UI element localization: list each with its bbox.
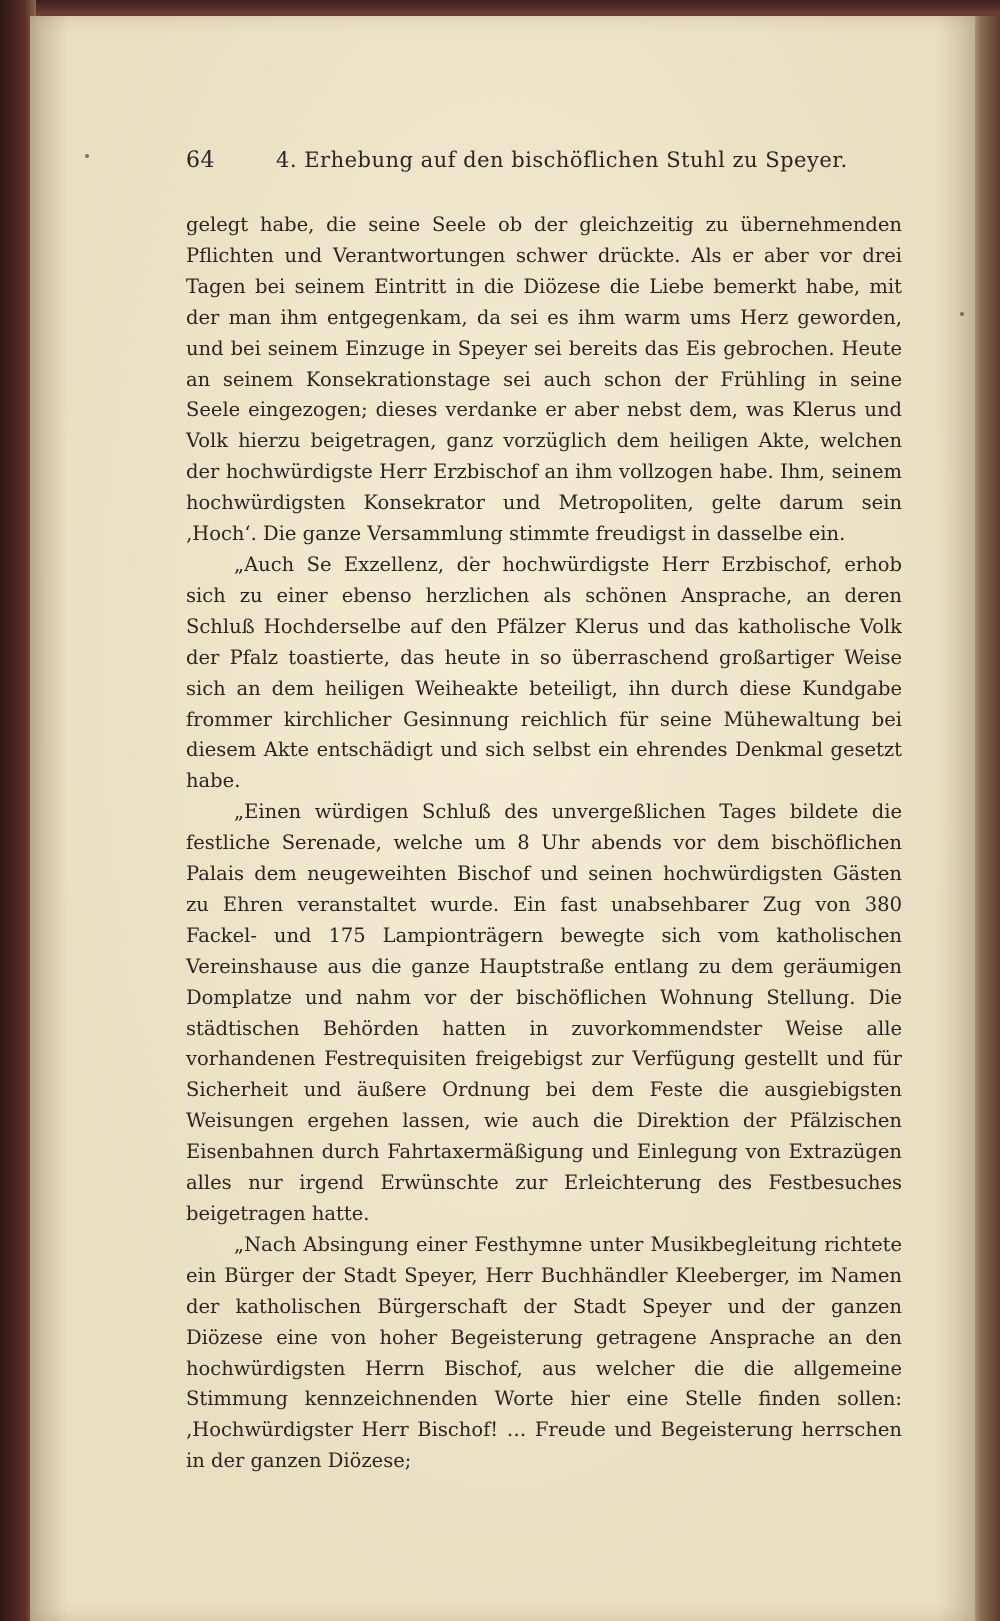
paragraph-3: „Einen würdigen Schluß des unvergeßlichen Tages bildete die festliche Serenade, welche um 8 Uhr abends vor dem bischöflichen Palais dem neugeweihten Bischof und seinen hochwürdigsten Gästen zu Ehren veranstaltet wurde. Ein fast unabsehbarer Zug von 380 Fackel- und 175 Lampionträgern bewegte sich vom katholischen Vereinshause aus die ganze Hauptstraße entlang zu dem geräumigen Domplatze und nahm vor der bischöflichen Wohnung Stellung. Die städtischen Behörden hatten in zuvorkommendster Weise alle vorhandenen Festrequisiten freigebigst zur Verfügung gestellt und für Sicherheit und äußere Ordnung bei dem Feste die ausgiebigsten Weisungen ergehen lassen, wie auch die Direktion der Pfälzischen Eisenbahnen durch Fahrtaxermäßigung und Einlegung von Extrazügen alles nur irgend Erwünschte zur Erleichterung des Festbesuches beigetragen hatte. — [186, 800, 902, 1225]
body-text — [186, 210, 902, 1477]
paragraph-2: „Auch Se Exzellenz, der hochwürdigste Herr Erzbischof, erhob sich zu einer ebenso herzlichen als schönen Ansprache, an deren Schluß Hochderselbe auf den Pfälzer Klerus und das katholische Volk der Pfalz toastierte, das heute in so überraschend großartiger Weise sich an dem heiligen Weiheakte beteiligt, ihn durch diese Kundgabe frommer kirchlicher Gesinnung reichlich für seine Mühewaltung bei diesem Akte entschädigt und sich selbst ein ehrendes Denkmal gesetzt habe. — [186, 552, 902, 793]
paragraph-1: gelegt habe, die seine Seele ob der gleichzeitig zu übernehmenden Pflichten und Verantwortungen schwer drückte. Als er aber vor drei Tagen bei seinem Eintritt in die Diözese die Liebe bemerkt habe, mit der man ihm entgegenkam, da sei es ihm warm ums Herz geworden, und bei seinem Einzuge in Speyer sei bereits das Eis gebrochen. Heute an seinem Konsekrationstage sei auch schon der Frühling in seine Seele eingezogen; dieses verdanke er aber nebst dem, was Klerus und Volk hierzu beigetragen, ganz vorzüglich dem heiligen Akte, welchen der hochwürdigste Herr Erzbischof an ihm vollzogen habe. Ihm, seinem hochwürdigsten Konsekrator und Metropoliten, gelte darum sein ‚Hoch‘. Die ganze Versammlung stimmte freudigst in dasselbe ein. — [186, 213, 902, 546]
running-head — [186, 148, 926, 182]
paper-speck — [85, 154, 89, 158]
paragraph-4: „Nach Absingung einer Festhymne unter Musikbegleitung richtete ein Bürger der Stadt Speyer, Herr Buchhändler Kleeberger, im Namen der katholischen Bürgerschaft der Stadt Speyer und der ganzen Diözese eine von hoher Begeisterung getragene Ansprache an den hochwürdigsten Herrn Bischof, aus welcher die die allgemeine Stimmung kennzeichnenden Worte hier eine Stelle finden sollen: ‚Hochwürdigster Herr Bischof! … Freude und Begeisterung herrschen in der ganzen Diözese; — [186, 1232, 902, 1473]
page-number: 64 — [186, 148, 215, 173]
paper-speck — [960, 312, 964, 316]
chapter-title: 4. Erhebung auf den bischöflichen Stuhl zu Speyer. — [276, 148, 848, 172]
